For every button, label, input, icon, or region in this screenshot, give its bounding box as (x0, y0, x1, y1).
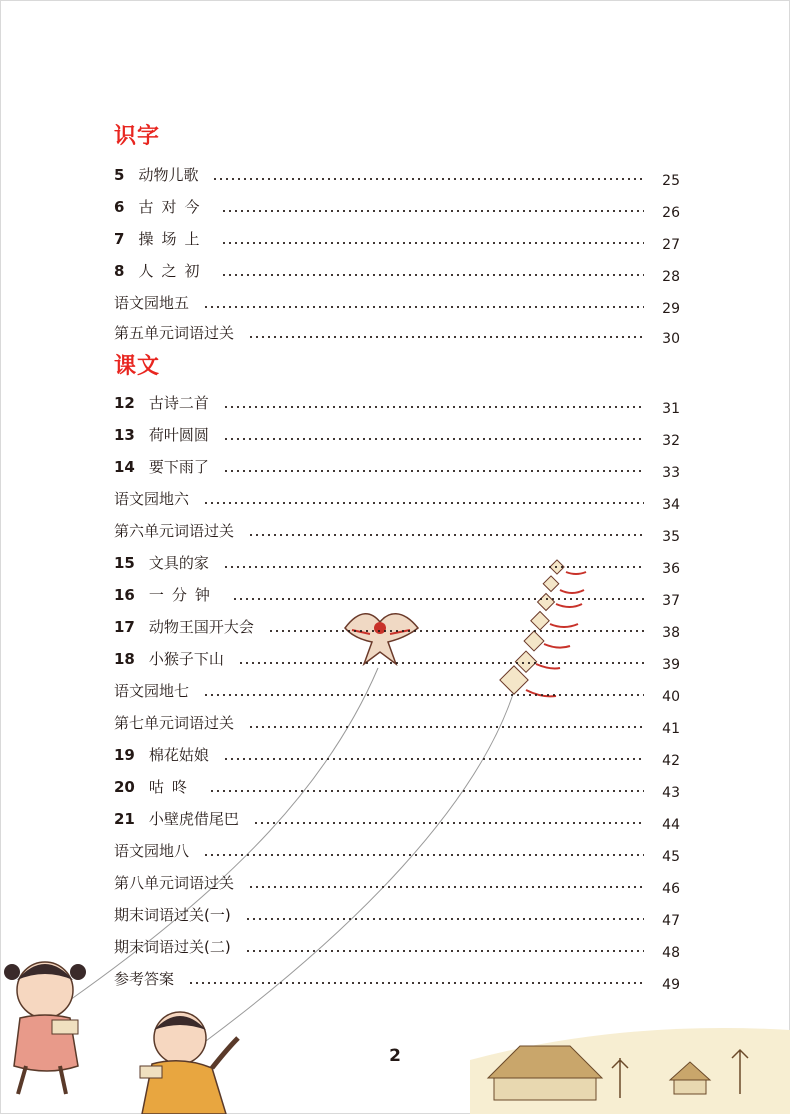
toc-row[interactable] (114, 680, 680, 705)
toc-row[interactable] (114, 292, 680, 317)
toc-row[interactable] (114, 872, 680, 897)
lesson-title: 动物王国开大会 (148, 618, 254, 636)
page-ref: 33 (662, 465, 680, 481)
lesson-number: 17 (114, 618, 135, 636)
toc-row[interactable] (114, 648, 680, 673)
dot-leader (253, 822, 644, 824)
dot-leader (248, 336, 644, 338)
page-ref: 32 (662, 433, 680, 449)
lesson-number: 6 (114, 198, 125, 216)
lesson-title: 小猴子下山 (148, 650, 224, 668)
toc-row[interactable] (114, 808, 680, 833)
lesson-title: 一分钟 (148, 586, 218, 604)
dot-leader (223, 406, 644, 408)
toc-row[interactable] (114, 260, 680, 285)
toc-row[interactable] (114, 520, 680, 545)
lesson-title: 小壁虎借尾巴 (148, 810, 239, 828)
lesson-number: 18 (114, 650, 135, 668)
page-ref: 27 (662, 237, 680, 253)
toc-row[interactable] (114, 456, 680, 481)
lesson-title: 荷叶圆圆 (148, 426, 209, 444)
dot-leader (268, 630, 644, 632)
lesson-title: 棉花姑娘 (148, 746, 209, 764)
toc-row[interactable] (114, 164, 680, 189)
lesson-title: 人之初 (138, 262, 208, 280)
toc-row[interactable] (114, 228, 680, 253)
page-ref: 44 (662, 817, 680, 833)
page-ref: 31 (662, 401, 680, 417)
page-ref: 37 (662, 593, 680, 609)
lesson-title: 咕咚 (148, 778, 195, 796)
lesson-number: 14 (114, 458, 135, 476)
page-ref: 29 (662, 301, 680, 317)
child-figure-left-icon (4, 962, 86, 1094)
section-heading-texts: 课文 (114, 354, 161, 379)
page-number: 2 (389, 1046, 401, 1066)
toc-row[interactable] (114, 616, 680, 641)
dot-leader (203, 854, 644, 856)
page-ref: 39 (662, 657, 680, 673)
toc-row[interactable] (114, 776, 680, 801)
lesson-title: 语文园地八 (114, 842, 190, 860)
dot-leader (238, 662, 644, 664)
toc-row[interactable] (114, 904, 680, 929)
lesson-number: 19 (114, 746, 135, 764)
lesson-title: 期末词语过关(一) (114, 906, 231, 924)
dot-leader (223, 438, 644, 440)
toc-row[interactable] (114, 584, 680, 609)
page-ref: 46 (662, 881, 680, 897)
dot-leader (248, 534, 644, 536)
dot-leader (232, 598, 644, 600)
page-ref: 28 (662, 269, 680, 285)
lesson-title: 古对今 (138, 198, 208, 216)
page-ref: 30 (662, 331, 680, 347)
page-ref: 36 (662, 561, 680, 577)
toc-row[interactable] (114, 840, 680, 865)
lesson-title: 第八单元词语过关 (114, 874, 235, 892)
lesson-title: 语文园地五 (114, 294, 190, 312)
page-ref: 35 (662, 529, 680, 545)
dot-leader (223, 470, 644, 472)
dot-leader (223, 758, 644, 760)
lesson-number: 7 (114, 230, 125, 248)
dot-leader (221, 274, 644, 276)
toc-row[interactable] (114, 424, 680, 449)
lesson-title: 动物儿歌 (138, 166, 199, 184)
dot-leader (245, 918, 644, 920)
lesson-number: 12 (114, 394, 135, 412)
lesson-title: 语文园地六 (114, 490, 190, 508)
dot-leader (188, 982, 644, 984)
dot-leader (221, 210, 644, 212)
page-ref: 40 (662, 689, 680, 705)
dot-leader (203, 694, 644, 696)
lesson-number: 15 (114, 554, 135, 572)
toc-row[interactable] (114, 552, 680, 577)
lesson-title: 期末词语过关(二) (114, 938, 231, 956)
lesson-title: 文具的家 (148, 554, 209, 572)
dot-leader (209, 790, 644, 792)
lesson-number: 13 (114, 426, 135, 444)
lesson-title: 要下雨了 (148, 458, 209, 476)
dot-leader (248, 886, 644, 888)
page-ref: 49 (662, 977, 680, 993)
toc-row[interactable] (114, 744, 680, 769)
lesson-number: 21 (114, 810, 135, 828)
section-heading-literacy: 识字 (114, 124, 161, 149)
dot-leader (248, 726, 644, 728)
lesson-title: 参考答案 (114, 970, 175, 988)
dot-leader (212, 178, 644, 180)
page-ref: 41 (662, 721, 680, 737)
lesson-number: 5 (114, 166, 125, 184)
page-ref: 34 (662, 497, 680, 513)
dot-leader (203, 502, 644, 504)
toc-row[interactable] (114, 322, 680, 347)
dot-leader (223, 566, 644, 568)
toc-row[interactable] (114, 968, 680, 993)
page-ref: 47 (662, 913, 680, 929)
page-ref: 26 (662, 205, 680, 221)
page-ref: 43 (662, 785, 680, 801)
lesson-title: 操场上 (138, 230, 208, 248)
lesson-number: 16 (114, 586, 135, 604)
village-scenery-icon (470, 1028, 790, 1114)
lesson-number: 20 (114, 778, 135, 796)
lesson-number: 8 (114, 262, 125, 280)
dot-leader (221, 242, 644, 244)
lesson-title: 语文园地七 (114, 682, 190, 700)
page-ref: 38 (662, 625, 680, 641)
lesson-title: 第七单元词语过关 (114, 714, 235, 732)
page-ref: 42 (662, 753, 680, 769)
lesson-title: 第六单元词语过关 (114, 522, 235, 540)
dot-leader (203, 306, 644, 308)
page-ref: 48 (662, 945, 680, 961)
page-ref: 45 (662, 849, 680, 865)
toc-row[interactable] (114, 488, 680, 513)
toc-row[interactable] (114, 712, 680, 737)
lesson-title: 第五单元词语过关 (114, 324, 235, 342)
lesson-title: 古诗二首 (148, 394, 209, 412)
toc-row[interactable] (114, 392, 680, 417)
toc-row[interactable] (114, 196, 680, 221)
toc-row[interactable] (114, 936, 680, 961)
dot-leader (245, 950, 644, 952)
page-ref: 25 (662, 173, 680, 189)
